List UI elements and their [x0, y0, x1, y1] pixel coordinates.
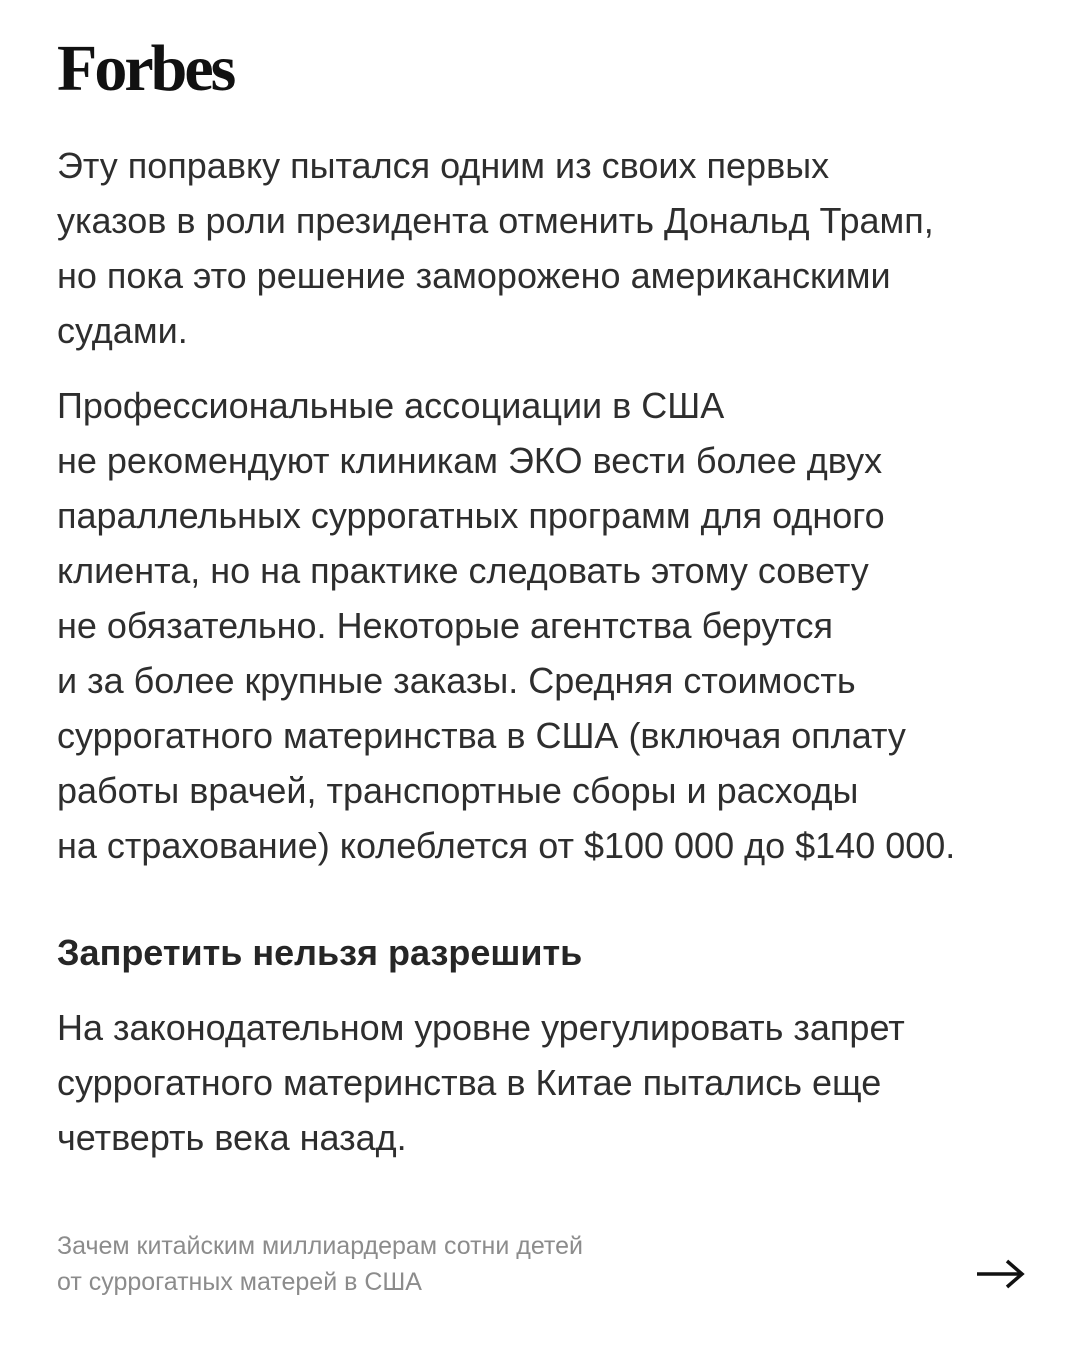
text-line: Зачем китайским миллиардерам сотни детей	[57, 1232, 583, 1260]
text-line: не рекомендуют клиникам ЭКО вести более двух	[57, 440, 883, 481]
text-line: Профессиональные ассоциации в США	[57, 385, 725, 426]
text-line: от суррогатных матерей в США	[57, 1268, 422, 1296]
arrow-right-icon[interactable]	[975, 1256, 1027, 1292]
text-line: На законодательном уровне урегулировать запрет	[57, 1007, 905, 1048]
text-line: на страхование) колеблется от $100 000 до $140 000.	[57, 825, 956, 866]
text-line: суррогатного материнства в Китае пытались еще	[57, 1062, 882, 1103]
text-line: клиента, но на практике следовать этому совету	[57, 550, 869, 591]
text-line: четверть века назад.	[57, 1117, 407, 1158]
text-line: работы врачей, транспортные сборы и расходы	[57, 770, 859, 811]
text-line: параллельных суррогатных программ для одного	[57, 495, 885, 536]
article-paragraph	[57, 138, 1042, 358]
text-line: Эту поправку пытался одним из своих первых	[57, 145, 830, 186]
article-paragraph	[57, 378, 1042, 873]
related-article-title	[57, 1228, 1037, 1300]
related-article-link[interactable]	[57, 1228, 1037, 1308]
text-line: не обязательно. Некоторые агентства берутся	[57, 605, 834, 646]
article-body	[57, 138, 1042, 1165]
article-paragraph	[57, 1000, 1042, 1165]
forbes-logo: Forbes	[57, 32, 234, 105]
text-line: указов в роли президента отменить Дональд Трамп,	[57, 200, 934, 241]
text-line: судами.	[57, 310, 188, 351]
text-line: но пока это решение заморожено американскими	[57, 255, 891, 296]
section-subheading: Запретить нельзя разрешить	[57, 932, 583, 973]
text-line: суррогатного материнства в США (включая оплату	[57, 715, 906, 756]
text-line: и за более крупные заказы. Средняя стоимость	[57, 660, 856, 701]
